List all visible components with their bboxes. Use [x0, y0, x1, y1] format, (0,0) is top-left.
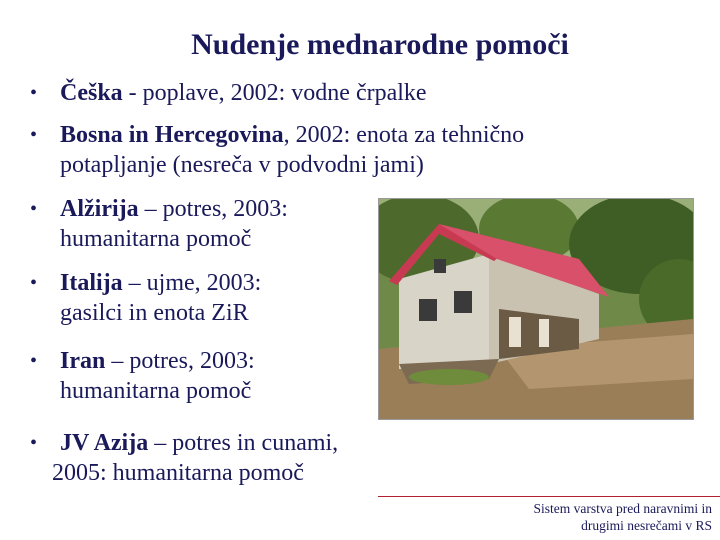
bullet-country: Alžirija: [60, 196, 139, 222]
bullet-text: - poplave, 2002: vodne črpalke: [122, 80, 427, 106]
bullet-text: , 2002: enota za tehnično: [283, 122, 525, 148]
bullet-text: – potres in cunami,: [148, 430, 339, 456]
flood-house-photo: [378, 198, 694, 420]
bullet-continuation: 2005: humanitarna pomoč: [52, 460, 304, 486]
bullet-icon: •: [30, 82, 38, 104]
flood-house-illustration: [379, 199, 693, 419]
bullet-text: – ujme, 2003:: [122, 270, 262, 296]
bullet-country: Bosna in Hercegovina: [60, 122, 284, 148]
bullet-country: Italija: [60, 270, 123, 296]
bullet-text: – potres, 2003:: [105, 348, 255, 374]
bullet-icon: •: [30, 350, 38, 372]
bullet-icon: •: [30, 124, 38, 146]
footer-line-1: Sistem varstva pred naravnimi in: [533, 501, 712, 516]
bullet-icon: •: [30, 432, 38, 454]
bullet-continuation: humanitarna pomoč: [60, 226, 252, 252]
bullet-text: – potres, 2003:: [138, 196, 288, 222]
bullet-country: Iran: [60, 348, 106, 374]
bullet-country: Češka: [60, 80, 123, 106]
slide-title: Nudenje mednarodne pomoči: [191, 28, 569, 61]
bullet-country: JV Azija: [60, 430, 149, 456]
bullet-icon: •: [30, 272, 38, 294]
footer-line-2: drugimi nesrečami v RS: [581, 518, 712, 533]
footer: [412, 500, 712, 534]
bullet-continuation: potapljanje (nesreča v podvodni jami): [60, 152, 424, 178]
bullet-icon: •: [30, 198, 38, 220]
bullet-continuation: humanitarna pomoč: [60, 378, 252, 404]
footer-divider: [378, 496, 720, 497]
bullet-continuation: gasilci in enota ZiR: [60, 300, 249, 326]
